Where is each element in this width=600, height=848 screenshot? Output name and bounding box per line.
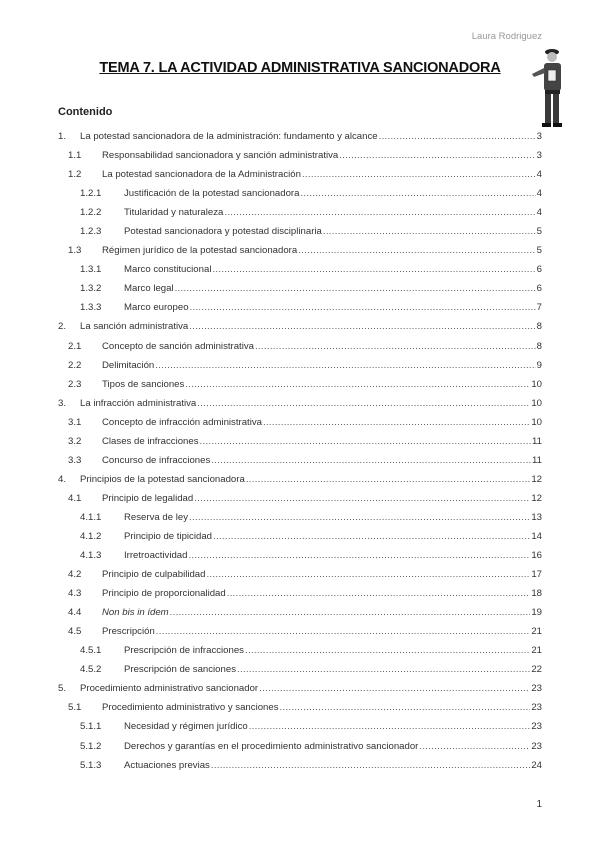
toc-entry-page: 21: [531, 626, 542, 638]
toc-entry-page: 11: [532, 454, 542, 466]
toc-entry-label[interactable]: Justificación de la potestad sancionadora: [124, 188, 300, 200]
toc-entry-page: 18: [531, 588, 542, 600]
toc-entry-page: 8: [536, 340, 542, 352]
toc-leader-dots: [211, 454, 531, 468]
toc-entry[interactable]: [0, 473, 600, 492]
toc-entry[interactable]: [0, 644, 600, 663]
toc-entry-number: 4.5.1: [80, 645, 102, 657]
toc-entry-number: 1.2.2: [80, 207, 102, 219]
toc-entry[interactable]: [0, 492, 600, 511]
toc-entry-number: 1.3: [68, 245, 82, 257]
toc-entry-number: 1.2.3: [80, 226, 102, 238]
toc-entry[interactable]: [0, 663, 600, 682]
toc-entry[interactable]: [0, 130, 600, 149]
toc-entry[interactable]: [0, 740, 600, 759]
toc-entry-number: 5.1.2: [80, 740, 102, 752]
toc-leader-dots: [185, 378, 530, 392]
toc-entry[interactable]: [0, 549, 600, 568]
toc-entry-label[interactable]: Principio de culpabilidad: [102, 569, 206, 581]
toc-entry[interactable]: [0, 397, 600, 416]
toc-leader-dots: [156, 625, 531, 639]
toc-entry-label[interactable]: Régimen jurídico de la potestad sancionadora: [102, 245, 298, 257]
toc-entry-number: 4.5.2: [80, 664, 102, 676]
toc-entry-number: 4.1.3: [80, 550, 102, 562]
toc-entry-label[interactable]: La infracción administrativa: [80, 397, 197, 409]
toc-entry[interactable]: [0, 168, 600, 187]
toc-entry[interactable]: [0, 568, 600, 587]
toc-entry-number: 5.: [58, 683, 67, 695]
toc-leader-dots: [189, 320, 535, 334]
toc-entry-number: 4.2: [68, 569, 82, 581]
toc-entry-page: 21: [531, 645, 542, 657]
toc-leader-dots: [300, 187, 535, 201]
toc-entry-page: 10: [531, 416, 542, 428]
toc-entry-label[interactable]: Responsabilidad sancionadora y sanción administrativa: [102, 150, 339, 162]
toc-entry-number: 4.1: [68, 492, 82, 504]
toc-entry-number: 2.: [58, 321, 67, 333]
toc-entry-number: 4.4: [68, 607, 82, 619]
toc-entry-page: 4: [536, 188, 542, 200]
toc-entry[interactable]: [0, 340, 600, 359]
toc-leader-dots: [224, 206, 535, 220]
toc-entry[interactable]: [0, 206, 600, 225]
toc-entry-label[interactable]: Derechos y garantías en el procedimiento administrativo sancionador: [124, 740, 419, 752]
toc-leader-dots: [263, 416, 530, 430]
toc-entry[interactable]: [0, 378, 600, 397]
toc-leader-dots: [211, 759, 530, 773]
toc-leader-dots: [323, 225, 536, 239]
toc-entry-page: 22: [531, 664, 542, 676]
toc-entry[interactable]: [0, 359, 600, 378]
toc-entry[interactable]: [0, 187, 600, 206]
toc-entry-number: 5.1.3: [80, 759, 102, 771]
toc-entry-label[interactable]: Titularidad y naturaleza: [124, 207, 224, 219]
toc-entry-page: 5: [536, 245, 542, 257]
toc-entry-page: 11: [532, 435, 542, 447]
toc-leader-dots: [379, 130, 536, 144]
toc-entry-label[interactable]: Prescripción: [102, 626, 155, 638]
toc-entry[interactable]: [0, 454, 600, 473]
toc-entry[interactable]: [0, 625, 600, 644]
toc-leader-dots: [302, 168, 536, 182]
toc-entry-number: 1.3.3: [80, 302, 102, 314]
toc-entry-label[interactable]: Concepto de sanción administrativa: [102, 340, 254, 352]
toc-entry-label[interactable]: Principio de legalidad: [102, 492, 194, 504]
toc-entry[interactable]: [0, 587, 600, 606]
toc-entry[interactable]: [0, 263, 600, 282]
toc-entry-page: 23: [531, 702, 542, 714]
toc-leader-dots: [200, 435, 532, 449]
toc-entry-label[interactable]: Irretroactividad: [124, 550, 188, 562]
toc-entry-page: 24: [531, 759, 542, 771]
toc-entry[interactable]: [0, 301, 600, 320]
toc-entry-label[interactable]: Clases de infracciones: [102, 435, 199, 447]
toc-entry-number: 1.3.1: [80, 264, 102, 276]
toc-entry-page: 3: [536, 131, 542, 142]
toc-entry-label[interactable]: Marco constitucional: [124, 264, 212, 276]
toc-entry[interactable]: [0, 701, 600, 720]
toc-leader-dots: [246, 473, 531, 487]
toc-entry-page: 10: [531, 378, 542, 390]
toc-entry-number: 2.1: [68, 340, 82, 352]
toc-entry-label[interactable]: Delimitación: [102, 359, 155, 371]
header-author: Laura Rodriguez: [471, 31, 542, 42]
toc-entry-number: 1.2.1: [80, 188, 102, 200]
toc-leader-dots: [212, 263, 535, 277]
toc-entry-label[interactable]: Reserva de ley: [124, 511, 188, 523]
toc-entry-label[interactable]: Principio de proporcionalidad: [102, 588, 226, 600]
toc-entry-page: 12: [531, 473, 542, 485]
toc-entry-label[interactable]: Marco legal: [124, 283, 174, 295]
toc-entry[interactable]: [0, 416, 600, 435]
toc-entry-number: 1.2: [68, 169, 82, 181]
toc-entry-page: 6: [536, 283, 542, 295]
toc-entry-number: 4.5: [68, 626, 82, 638]
toc-leader-dots: [255, 340, 536, 354]
toc-entry-page: 9: [536, 359, 542, 371]
table-of-contents: [0, 130, 600, 778]
toc-entry-number: 5.1: [68, 702, 82, 714]
toc-entry-number: 4.1.1: [80, 511, 102, 523]
toc-leader-dots: [170, 606, 531, 620]
page-number: 1: [536, 799, 542, 810]
toc-leader-dots: [339, 149, 535, 163]
toc-entry-number: 4.: [58, 473, 67, 485]
toc-entry-page: 10: [531, 397, 542, 409]
toc-entry-label[interactable]: Potestad sancionadora y potestad disciplinaria: [124, 226, 322, 238]
toc-entry-label[interactable]: La sanción administrativa: [80, 321, 189, 333]
toc-heading: Contenido: [58, 106, 113, 118]
toc-entry[interactable]: [0, 244, 600, 263]
toc-entry-label[interactable]: Concepto de infracción administrativa: [102, 416, 262, 428]
toc-entry-label[interactable]: Marco europeo: [124, 302, 189, 314]
document-title: TEMA 7. LA ACTIVIDAD ADMINISTRATIVA SANCIONADORA: [99, 60, 501, 76]
toc-entry-label[interactable]: Principios de la potestad sancionadora: [80, 473, 245, 485]
police-officer-illustration: [526, 46, 570, 130]
toc-leader-dots: [155, 359, 535, 373]
toc-entry-number: 1.: [58, 131, 67, 142]
toc-leader-dots: [197, 397, 530, 411]
toc-leader-dots: [237, 663, 530, 677]
toc-leader-dots: [298, 244, 535, 258]
toc-leader-dots: [175, 282, 536, 296]
toc-entry-number: 3.2: [68, 435, 82, 447]
toc-entry-number: 4.3: [68, 588, 82, 600]
toc-entry[interactable]: [0, 225, 600, 244]
toc-entry-label[interactable]: Prescripción de infracciones: [124, 645, 244, 657]
toc-entry[interactable]: [0, 720, 600, 739]
toc-leader-dots: [188, 549, 530, 563]
toc-entry[interactable]: [0, 759, 600, 778]
toc-entry-page: 23: [531, 740, 542, 752]
toc-entry-number: 2.3: [68, 378, 82, 390]
toc-leader-dots: [280, 701, 531, 715]
toc-entry[interactable]: [0, 282, 600, 301]
toc-leader-dots: [227, 587, 531, 601]
toc-entry[interactable]: [0, 530, 600, 549]
toc-entry-page: 16: [531, 550, 542, 562]
toc-entry-number: 1.1: [68, 150, 82, 162]
toc-entry-label[interactable]: Non bis in ídem: [102, 607, 169, 619]
toc-entry-label[interactable]: Prescripción de sanciones: [124, 664, 236, 676]
toc-entry[interactable]: [0, 320, 600, 339]
toc-entry[interactable]: [0, 682, 600, 701]
toc-entry-page: 23: [531, 683, 542, 695]
toc-entry-label[interactable]: Procedimiento administrativo y sanciones: [102, 702, 279, 714]
toc-entry-label[interactable]: Procedimiento administrativo sancionador: [80, 683, 259, 695]
toc-entry-page: 4: [536, 169, 542, 181]
toc-entry[interactable]: [0, 435, 600, 454]
toc-entry-page: 4: [536, 207, 542, 219]
toc-leader-dots: [213, 530, 530, 544]
toc-entry-label[interactable]: Necesidad y régimen jurídico: [124, 721, 248, 733]
toc-entry-label[interactable]: Concurso de infracciones: [102, 454, 211, 466]
toc-entry-number: 2.2: [68, 359, 82, 371]
toc-entry-number: 5.1.1: [80, 721, 102, 733]
toc-leader-dots: [419, 740, 530, 754]
toc-entry-number: 4.1.2: [80, 530, 102, 542]
toc-entry-page: 12: [531, 492, 542, 504]
toc-entry-label[interactable]: Principio de tipicidad: [124, 530, 212, 542]
toc-entry-page: 19: [531, 607, 542, 619]
toc-leader-dots: [245, 644, 530, 658]
toc-entry[interactable]: [0, 511, 600, 530]
toc-leader-dots: [194, 492, 530, 506]
toc-entry-label[interactable]: Actuaciones previas: [124, 759, 210, 771]
toc-entry-page: 8: [536, 321, 542, 333]
toc-entry-number: 1.3.2: [80, 283, 102, 295]
toc-entry-page: 17: [531, 569, 542, 581]
toc-entry[interactable]: [0, 606, 600, 625]
toc-entry-label[interactable]: Tipos de sanciones: [102, 378, 185, 390]
toc-entry-number: 3.: [58, 397, 67, 409]
toc-entry-page: 14: [531, 530, 542, 542]
toc-entry-page: 23: [531, 721, 542, 733]
toc-entry-page: 6: [536, 264, 542, 276]
toc-entry-number: 3.3: [68, 454, 82, 466]
toc-leader-dots: [249, 720, 531, 734]
toc-entry-page: 13: [531, 511, 542, 523]
toc-entry-page: 5: [536, 226, 542, 238]
toc-leader-dots: [190, 301, 536, 315]
toc-entry-page: 7: [536, 302, 542, 314]
toc-entry-label[interactable]: La potestad sancionadora de la Administración: [102, 169, 301, 181]
toc-leader-dots: [259, 682, 530, 696]
toc-entry-number: 3.1: [68, 416, 82, 428]
toc-entry[interactable]: [0, 149, 600, 168]
toc-leader-dots: [206, 568, 530, 582]
toc-entry-label[interactable]: La potestad sancionadora de la administración: fundamento y alcance: [80, 131, 378, 142]
toc-entry-page: 3: [536, 150, 542, 162]
toc-leader-dots: [189, 511, 530, 525]
